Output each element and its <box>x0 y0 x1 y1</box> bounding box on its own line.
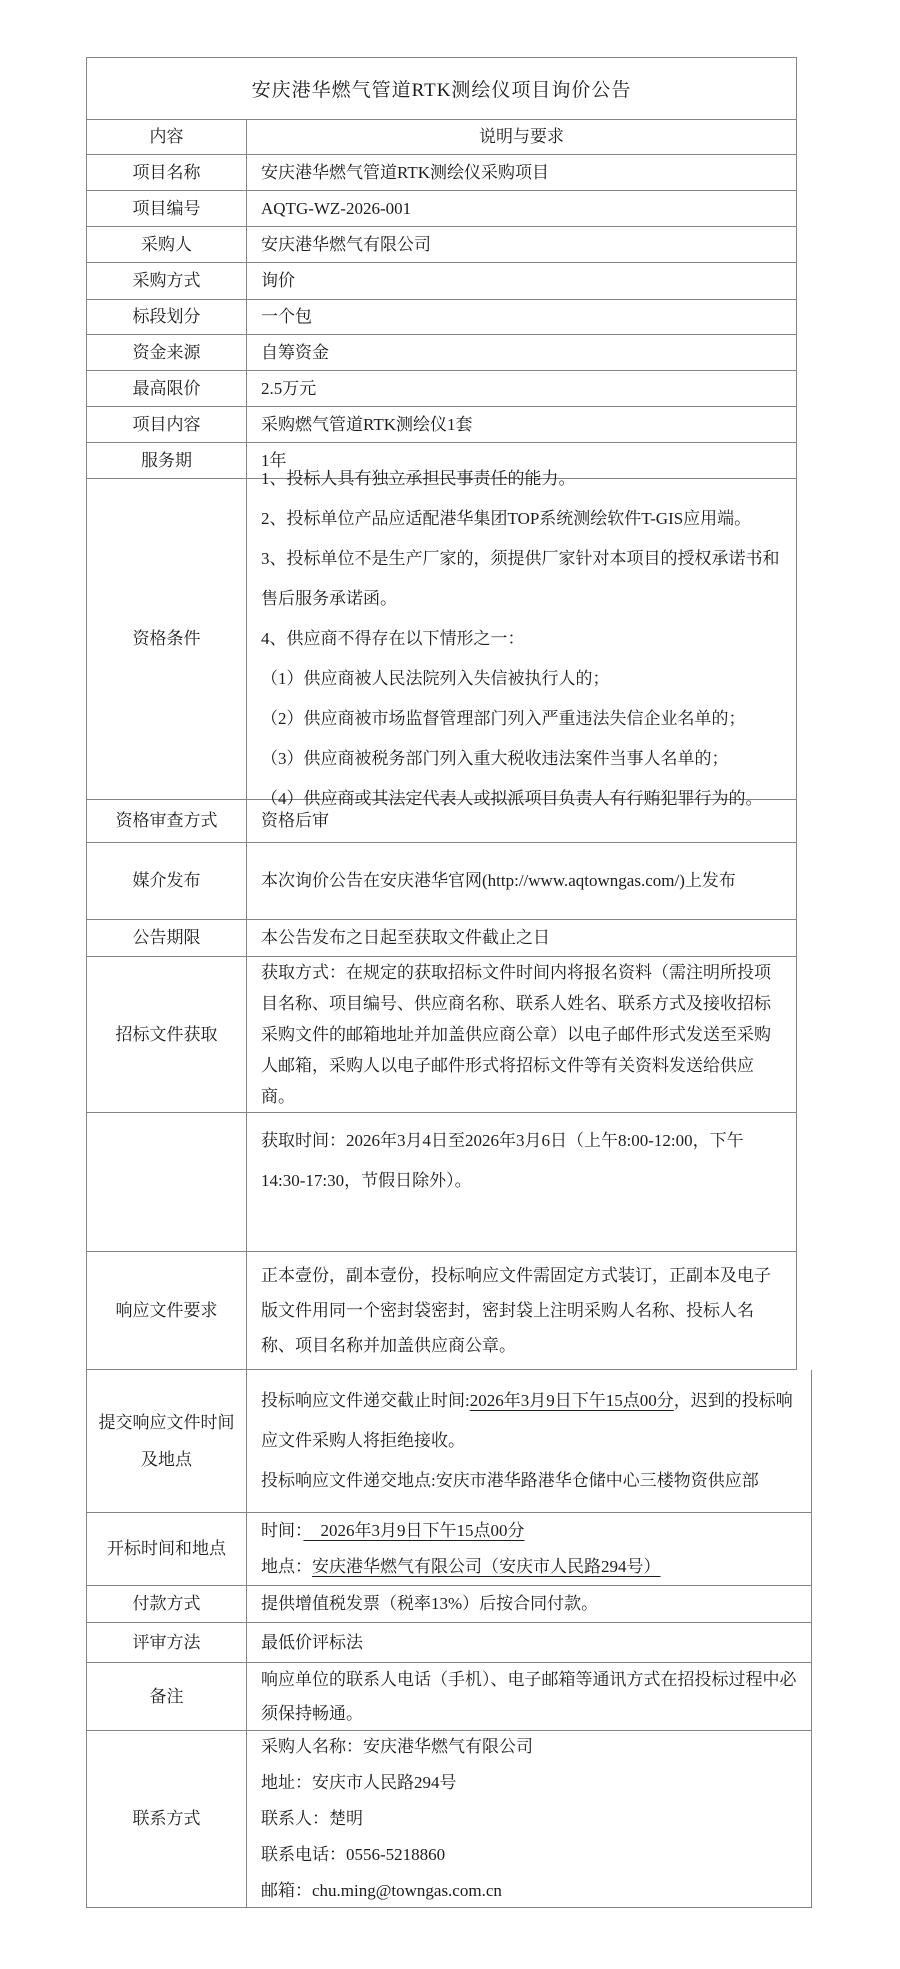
row-label: 评审方法 <box>87 1623 247 1662</box>
qualification-item: （4）供应商或其法定代表人或拟派项目负责人有行贿犯罪行为的。 <box>261 789 763 808</box>
row-label: 媒介发布 <box>87 843 247 919</box>
bid-opening-time-label: 时间： <box>261 1521 304 1540</box>
contact-line-phone: 联系电话：0556-5218860 <box>261 1845 446 1864</box>
bid-opening-time-line <box>261 1513 797 1549</box>
bid-opening-place-label: 地点： <box>261 1557 312 1576</box>
row-value: 资格后审 <box>261 811 329 830</box>
row-label: 服务期 <box>87 443 247 478</box>
table-row-response-doc-req <box>86 1252 797 1370</box>
row-label: 资金来源 <box>87 335 247 370</box>
column-header-description: 说明与要求 <box>479 127 564 146</box>
contact-line-address: 地址：安庆市人民路294号 <box>261 1773 457 1792</box>
column-header-content: 内容 <box>87 120 247 154</box>
table-row-notice-period <box>86 920 797 957</box>
table-row-document-obtain <box>86 957 797 1113</box>
row-value: 一个包 <box>261 307 312 326</box>
table-row-evaluation <box>86 1623 812 1663</box>
bid-opening-place-line <box>261 1549 797 1585</box>
qualification-item: （1）供应商被人民法院列入失信被执行人的； <box>261 669 610 688</box>
row-label: 标段划分 <box>87 300 247 334</box>
table-row-project-number <box>86 191 797 227</box>
qualification-item: 1、投标人具有独立承担民事责任的能力。 <box>261 469 576 488</box>
table-row-media-release <box>86 843 797 920</box>
contact-line-person: 联系人：楚明 <box>261 1809 363 1828</box>
table-row-submission <box>86 1370 812 1513</box>
table-row-lot-division <box>86 300 797 335</box>
row-label: 响应文件要求 <box>87 1252 247 1369</box>
row-label: 提交响应文件时间及地点 <box>87 1370 247 1512</box>
row-value: 最低价评标法 <box>261 1632 363 1652</box>
page-title: 安庆港华燃气管道RTK测绘仪项目询价公告 <box>251 80 632 101</box>
table-row-qualification-review <box>86 800 797 843</box>
bid-opening-place-value: 安庆港华燃气有限公司（安庆市人民路294号） <box>312 1557 661 1576</box>
row-label: 采购人 <box>87 227 247 262</box>
row-value: 提供增值税发票（税率13%）后按合同付款。 <box>261 1594 599 1613</box>
row-value: 正本壹份，副本壹份，投标响应文件需固定方式装订，正副本及电子版文件用同一个密封袋密封，密封袋上注明采购人名称、投标人名称、项目名称并加盖供应商公章。 <box>261 1266 771 1355</box>
row-label: 备注 <box>87 1663 247 1730</box>
row-label: 资格审查方式 <box>87 800 247 842</box>
row-value: 询价 <box>261 271 295 290</box>
submission-deadline-date: 2026年3月9日下午15点00分 <box>469 1391 674 1410</box>
row-value: AQTG-WZ-2026-001 <box>261 198 412 218</box>
row-value <box>247 1731 811 1907</box>
table-row-qualification <box>86 469 797 808</box>
row-label: 最高限价 <box>87 371 247 406</box>
contact-line-email: 邮箱：chu.ming@towngas.com.cn <box>261 1881 502 1900</box>
row-label: 联系方式 <box>87 1731 247 1907</box>
table-row-contact <box>86 1731 812 1908</box>
table-row-max-price <box>86 371 797 407</box>
row-label: 项目内容 <box>87 407 247 442</box>
table-row-project-content <box>86 407 797 443</box>
qualification-item: （2）供应商被市场监督管理部门列入严重违法失信企业名单的； <box>261 709 746 728</box>
row-value: 1年 <box>261 450 287 470</box>
table-row-purchaser <box>86 227 797 263</box>
qualification-item: （3）供应商被税务部门列入重大税收违法案件当事人名单的； <box>261 749 729 768</box>
row-value: 本次询价公告在安庆港华官网(http://www.aqtowngas.com/)上发布 <box>261 871 736 890</box>
table-row-project-name <box>86 155 797 191</box>
row-value: 获取时间：2026年3月4日至2026年3月6日（上午8:00-12:00，下午14:30-17:30，节假日除外）。 <box>261 1131 744 1190</box>
row-value: 2.5万元 <box>261 378 317 398</box>
qualification-item: 4、供应商不得存在以下情形之一： <box>261 629 525 648</box>
submission-location-line: 投标响应文件递交地点:安庆市港华路港华仓储中心三楼物资供应部 <box>261 1471 759 1490</box>
row-value: 采购燃气管道RTK测绘仪1套 <box>261 414 473 434</box>
row-label: 公告期限 <box>87 920 247 956</box>
row-value: 安庆港华燃气管道RTK测绘仪采购项目 <box>261 162 549 182</box>
row-label: 项目名称 <box>87 155 247 190</box>
row-label: 招标文件获取 <box>87 957 247 1112</box>
row-label: 采购方式 <box>87 263 247 299</box>
submission-deadline-prefix: 投标响应文件递交截止时间: <box>261 1391 470 1410</box>
bid-opening-time-value: 2026年3月9日下午15点00分 <box>303 1521 525 1540</box>
row-value: 安庆港华燃气有限公司 <box>261 234 431 254</box>
row-label-empty <box>87 1113 247 1251</box>
table-row-obtain-time <box>86 1113 797 1252</box>
row-label: 开标时间和地点 <box>87 1513 247 1585</box>
table-header-row <box>86 120 797 155</box>
row-label: 付款方式 <box>87 1586 247 1622</box>
row-value <box>247 469 796 808</box>
row-value: 自筹资金 <box>261 342 329 362</box>
qualification-item: 3、投标单位不是生产厂家的，须提供厂家针对本项目的授权承诺书和售后服务承诺函。 <box>261 549 780 608</box>
table-row-funding-source <box>86 335 797 371</box>
row-label: 项目编号 <box>87 191 247 226</box>
row-label: 资格条件 <box>87 479 247 799</box>
table-row-procurement-method <box>86 263 797 300</box>
row-value <box>247 1513 811 1585</box>
contact-line-purchaser: 采购人名称：安庆港华燃气有限公司 <box>261 1737 533 1756</box>
submission-deadline-line <box>261 1381 797 1461</box>
submission-deadline-suffix: ，迟到的投标响应文件采购人将拒绝接收。 <box>261 1391 793 1450</box>
row-value: 获取方式：在规定的获取招标文件时间内将报名资料（需注明所投项目名称、项目编号、供应商名称、联系人姓名、联系方式及接收招标采购文件的邮箱地址并加盖供应商公章）以电子邮件形式发送至采购人邮箱，采购人以电子邮件形式将招标文件等有关资料发送给供应商。 <box>261 963 771 1106</box>
inquiry-notice-table <box>86 57 812 1908</box>
row-value: 响应单位的联系人电话（手机）、电子邮箱等通讯方式在招投标过程中必须保持畅通。 <box>261 1669 797 1723</box>
table-row-payment <box>86 1586 812 1623</box>
table-row-title <box>86 57 797 120</box>
qualification-item: 2、投标单位产品应适配港华集团TOP系统测绘软件T-GIS应用端。 <box>261 509 752 528</box>
row-value <box>247 1370 811 1512</box>
table-row-remarks <box>86 1663 812 1731</box>
row-value: 本公告发布之日起至获取文件截止之日 <box>261 928 550 947</box>
table-row-bid-opening <box>86 1513 812 1586</box>
